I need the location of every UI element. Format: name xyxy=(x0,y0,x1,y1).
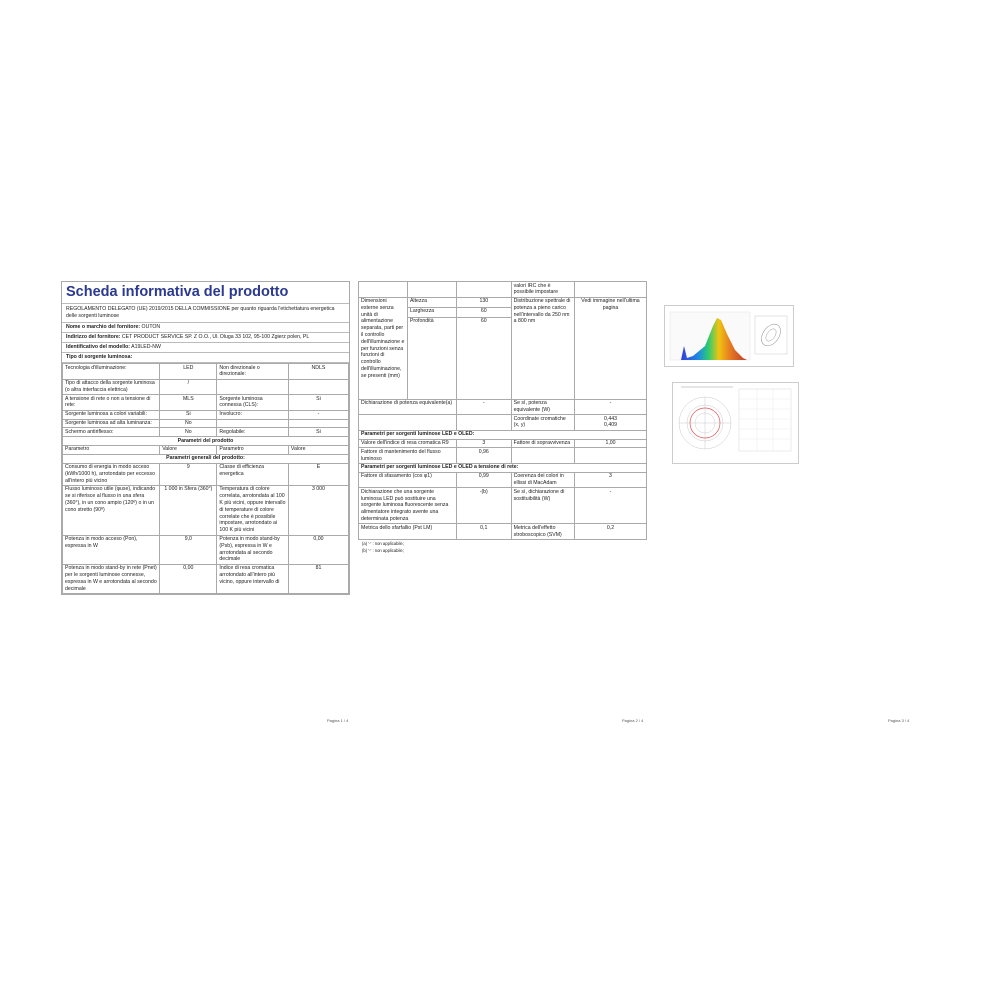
led-header-row: Parametri per sorgenti luminose LED e OLED: xyxy=(359,430,647,439)
supplier-address-row xyxy=(62,333,349,343)
table-row: Fattore di mantenimento del flusso luminoso 0,96 xyxy=(359,448,647,464)
page-title: Scheda informativa del prodotto xyxy=(62,282,349,304)
led-mains-header-row: Parametri per sorgenti luminose LED e OLED a tensione di rete: xyxy=(359,463,647,472)
general-header-row: Parametri generali del prodotto: xyxy=(63,454,349,463)
table-row: Potenza in modo acceso (Pon), espressa in W 9,0 Potenza in modo stand-by (Psb), espressa in W e arrotondata al secondo decimale 0,00 xyxy=(63,535,349,564)
dimensions-table xyxy=(358,281,647,540)
table-row: Valore dell'indice di resa cromatica R9 3 Fattore di sopravvivenza 1,00 xyxy=(359,439,647,448)
supplier-address-label: Indirizzo del fornitore: xyxy=(66,334,121,340)
supplier-address-value: CET PRODUCT SERVICE SP. Z O.O., Ul. Dluga 33 102, 95-100 Zgierz polen, PL xyxy=(121,334,310,340)
footnote-b: (b) '-' : non applicabile; xyxy=(362,547,404,553)
photometric-diagram-image xyxy=(672,382,799,464)
table-row: Larghezza 60 xyxy=(359,307,647,317)
page-number: Pagina 2 / 4 xyxy=(622,718,644,723)
page-1 xyxy=(61,281,350,709)
table-row: Sorgente luminosa a colori variabili: Si Involucro: - xyxy=(63,410,349,419)
table-row: Dimensioni esterne senza unità di alimentazione separata, parti per il controllo dell'illuminazione e per funzioni senza funzioni di controllo dell'illuminazione, se presenti (mm) Altezza 130 Distribuzione spettrale di potenza a pieno carico nell'intervallo da 250 nm a 800 nm Vedi immagine nell'ultima pagina xyxy=(359,297,647,307)
model-label: Identificativo del modello: xyxy=(66,344,130,350)
table-row: Metrica dello sfarfallio (Pst LM) 0,1 Metrica dell'effetto stroboscopico (SVM) 0,2 xyxy=(359,524,647,540)
table-row: Sorgente luminosa ad alta luminanza: No xyxy=(63,419,349,428)
product-sheet xyxy=(61,281,350,595)
polar-diagram-graphic xyxy=(673,383,798,463)
table-row: Flusso luminoso utile (φuse), indicando se si riferisce al flusso in una sfera (360°), in un cono ampio (120º) o in un cono stretto (90º) 1 000 in Sfera (360°) Temperatura di colore correlata, arrotondata al 100 K più vicini, oppure intervallo di temperature di colore correlate che è possibile impostare, arrotondato ai 100 K più vicini 3 000 xyxy=(63,485,349,535)
supplier-name-value: OUTON xyxy=(141,324,161,330)
table-row: Tipo di attacco della sorgente luminosa (o altra interfaccia elettrica) / xyxy=(63,379,349,395)
model-row xyxy=(62,343,349,353)
table-row: Profondità 60 xyxy=(359,317,647,399)
page-number: Pagina 3 / 4 xyxy=(888,718,910,723)
table-row: A tensione di rete o non a tensione di rete: MLS Sorgente luminosa connessa (CLS): Si xyxy=(63,395,349,411)
table-row: Consumo di energia in modo acceso (kWh/1000 h), arrotondato per eccesso all'intero più vicino 9 Classe di efficienza energetica E xyxy=(63,463,349,485)
table-row: Coordinate cromatiche (x, y) 0,443 0,409 xyxy=(359,415,647,431)
supplier-name-row xyxy=(62,323,349,333)
page-3 xyxy=(664,281,914,709)
table-row: Tecnologia d'illuminazione: LED Non direzionale o direzionale: NDLS xyxy=(63,364,349,380)
page-2 xyxy=(358,281,647,709)
page-number: Pagina 1 / 4 xyxy=(327,718,349,723)
table-row: Dichiarazione che una sorgente luminosa LED può sostituire una sorgente luminosa fluorescente senza alimentatore integrato avente una determinata potenza -(b) Se sì, dichiarazione di sostituibilità (W) - xyxy=(359,488,647,524)
spectral-distribution-image xyxy=(664,305,794,367)
spectrum-graphic xyxy=(665,306,793,366)
footnote-a: (a) '-' : non applicabile; xyxy=(362,540,404,546)
table-row: Fattore di sfasamento (cos φ1) 0,99 Coerenza dei colori in ellissi di MacAdam 3 xyxy=(359,472,647,488)
table-row: Dichiarazione di potenza equivalente(a) - Se sì, potenza equivalente (W) - xyxy=(359,399,647,415)
model-value: A19LED-NW xyxy=(131,344,161,350)
table-row: Schermo antiriflesso: No Regolabile: Si xyxy=(63,428,349,437)
light-source-table xyxy=(62,363,349,594)
table-row: Potenza in modo stand-by in rete (Pnet) per le sorgenti luminose connesse, espressa in W e arrotondata al secondo decimale 0,00 Indice di resa cromatica arrotondato all'intero più vicino, oppure intervallo di 81 xyxy=(63,564,349,593)
supplier-name-label: Nome o marchio del fornitore: xyxy=(66,324,141,330)
regulation-text: REGOLAMENTO DELEGATO (UE) 2019/2015 DELLA COMMISSIONE per quanto riguarda l'etichettatura energetica delle sorgenti luminose xyxy=(62,304,349,323)
params-header-row: Parametri del prodotto xyxy=(63,437,349,446)
table-row: valori IRC che è possibile impostare xyxy=(359,282,647,298)
column-headers: Parametro Valore Parametro Valore xyxy=(63,445,349,454)
light-source-type-heading: Tipo di sorgente luminosa: xyxy=(62,353,349,363)
